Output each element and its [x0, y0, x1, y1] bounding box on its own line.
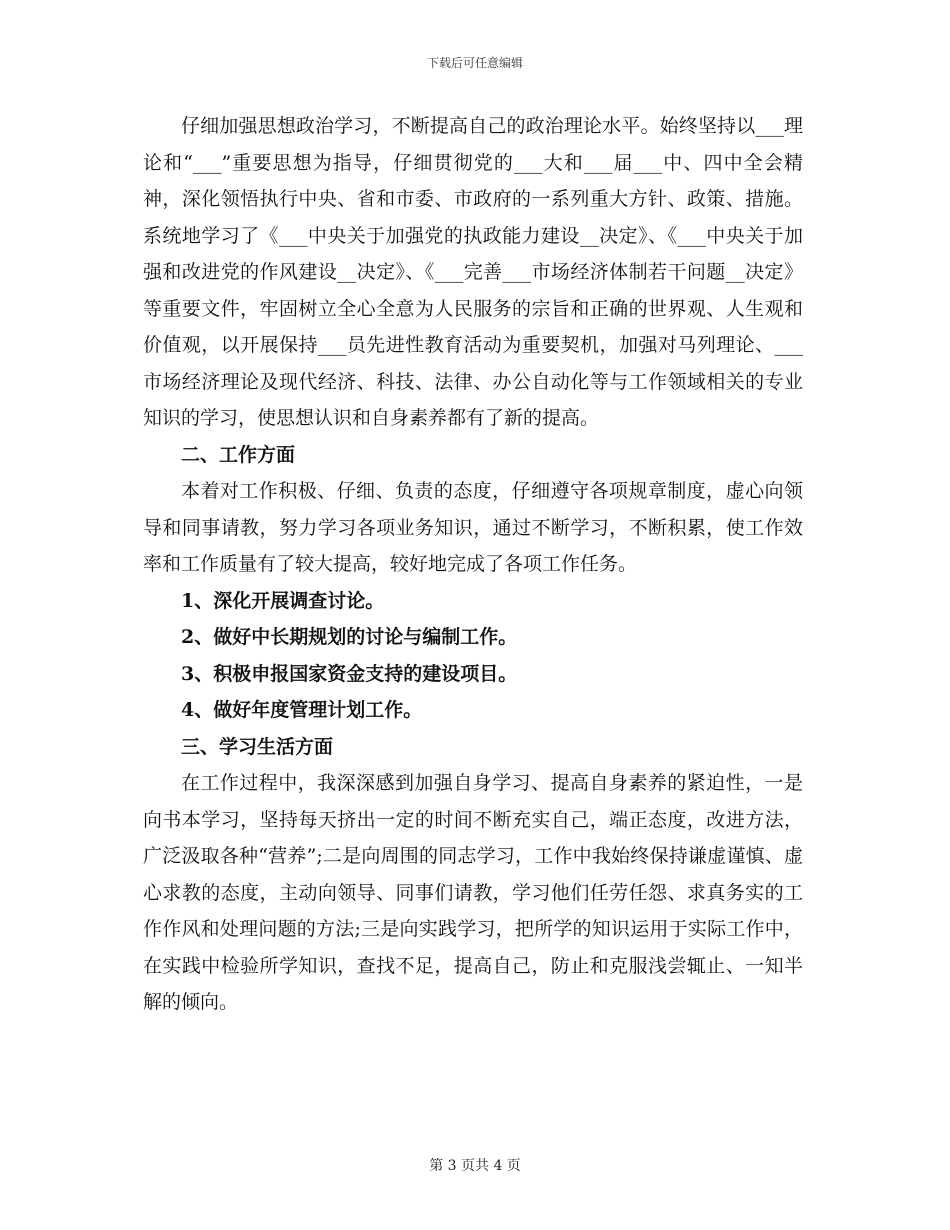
paragraph-study-life: 在工作过程中，我深深感到加强自身学习、提高自身素养的紧迫性，一是向书本学习，坚持每天挤出一定的时间不断充实自己，端正态度，改进方法，广泛汲取各种“营养”;二是向周围的同志学习，工作中我始终保持谦虚谨慎、虚心求教的态度，主动向领导、同事们请教，学习他们任劳任怨、求真务实的工作作风和处理问题的方法;三是向实践学习，把所学的知识运用于实际工作中，在实践中检验所学知识，查找不足，提高自己，防止和克服浅尝辄止、一知半解的倾向。: [143, 772, 803, 1013]
section-heading-study-life: 三、学习生活方面: [181, 735, 334, 758]
list-item: 3、积极申报国家资金支持的建设项目。: [181, 662, 518, 685]
document-body: [143, 108, 803, 1021]
paragraph-political-study: 仔细加强思想政治学习，不断提高自己的政治理论水平。始终坚持以___理论和“___”重要思想为指导，仔细贯彻党的___大和___届___中、四中全会精神，深化领悟执行中央、省和市委、市政府的一系列重大方针、政策、措施。系统地学习了《___中央关于加强党的执政能力建设__决定》、《___中央关于加强和改进党的作风建设__决定》、《___完善___市场经济体制若干问题__决定》等重要文件，牢固树立全心全意为人民服务的宗旨和正确的世界观、人生观和价值观，以开展保持___员先进性教育活动为重要契机，加强对马列理论、___市场经济理论及现代经济、科技、法律、办公自动化等与工作领域相关的专业知识的学习，使思想认识和自身素养都有了新的提高。: [143, 115, 803, 429]
list-item: 2、做好中长期规划的讨论与编制工作。: [181, 626, 518, 648]
page-header: 下载后可任意编辑: [426, 56, 523, 70]
page-footer: 第 3 页共 4 页: [429, 1158, 521, 1174]
section-heading-work: 二、工作方面: [181, 443, 296, 466]
paragraph-work: 本着对工作积极、仔细、负责的态度，仔细遵守各项规章制度，虚心向领导和同事请教，努力学习各项业务知识，通过不断学习，不断积累，使工作效率和工作质量有了较大提高，较好地完成了各项工作任务。: [143, 480, 803, 575]
list-item: 4、做好年度管理计划工作。: [181, 699, 423, 721]
list-item: 1、深化开展调查讨论。: [181, 589, 385, 612]
